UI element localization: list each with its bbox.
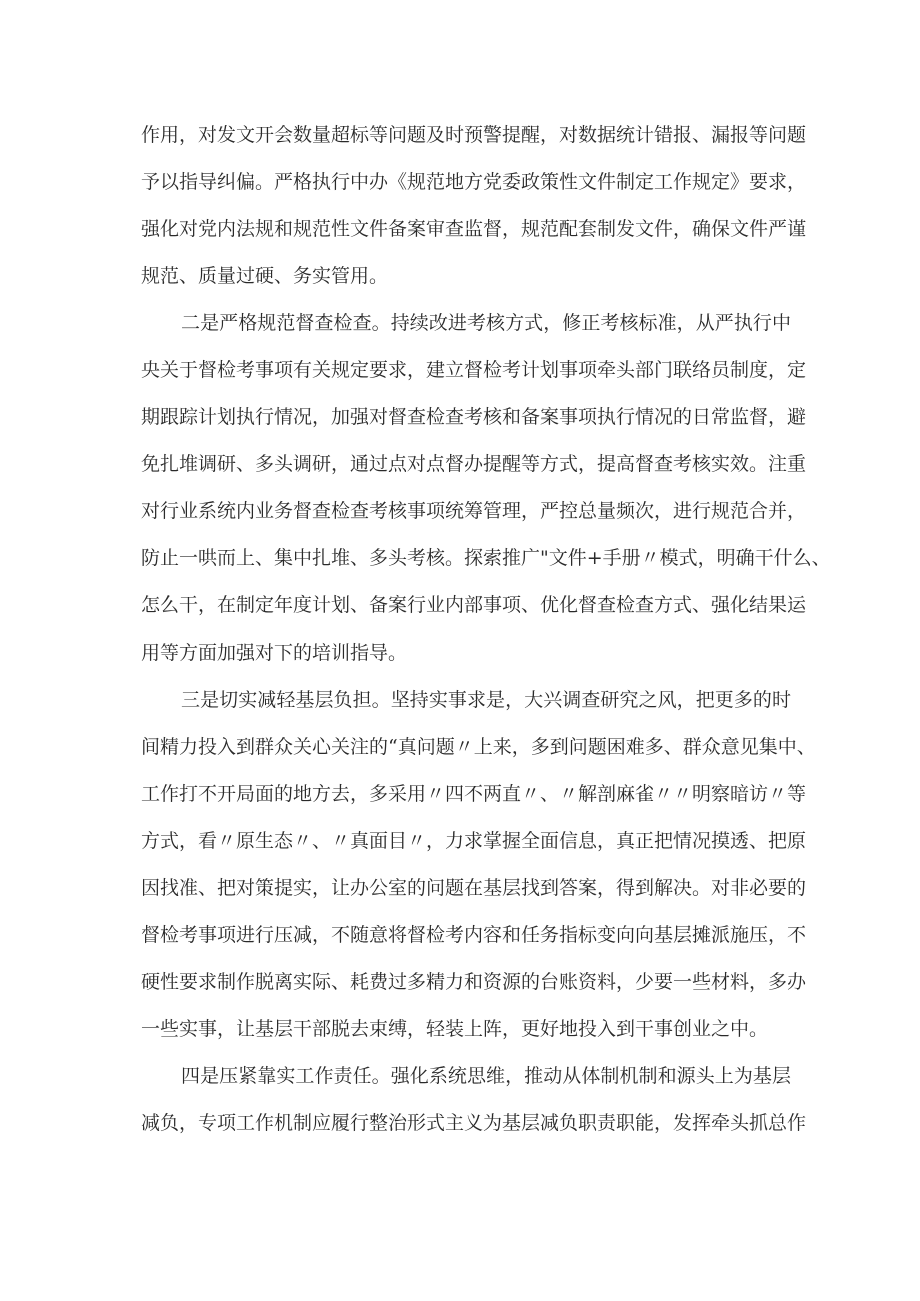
text-line: 工作打不开局面的地方去，多采用〃四不两直〃、〃解剖麻雀〃〃明察暗访〃等: [141, 782, 807, 805]
text-line: 四是压紧靠实工作责任。强化系统思维，推动从体制机制和源头上为基层: [181, 1064, 791, 1087]
text-line: 规范、质量过硬、务实管用。: [141, 265, 389, 288]
text-line: 因找准、把对策提实，让办公室的问题在基层找到答案，得到解决。对非必要的: [141, 876, 807, 899]
paragraph-2: [141, 300, 831, 676]
text-line: 二是严格规范督查检查。持续改进考核方式，修正考核标准，从严执行中: [181, 312, 791, 335]
text-line: 免扎堆调研、多头调研，通过点对点督办提醒等方式，提高督查考核实效。注重: [141, 453, 807, 476]
text-line: 用等方面加强对下的培训指导。: [141, 641, 408, 664]
text-line: 减负，专项工作机制应履行整治形式主义为基层减负职责职能，发挥牵头抓总作: [141, 1111, 807, 1134]
text-line: 防止一哄而上、集中扎堆、多头考核。探索推广"文件+手册〃模式，明确干什么、: [141, 547, 831, 570]
paragraph-1: [141, 112, 807, 300]
text-line: 央关于督检考事项有关规定要求，建立督检考计划事项牵头部门联络员制度，定: [141, 359, 807, 382]
text-line: 怎么干，在制定年度计划、备案行业内部事项、优化督查检查方式、强化结果运: [141, 594, 807, 617]
text-line: 硬性要求制作脱离实际、耗费过多精力和资源的台账资料，少要一些材料，多办: [141, 970, 807, 993]
paragraph-3: [141, 677, 816, 1053]
text-line: 对行业系统内业务督查检查考核事项统筹管理，严控总量频次，进行规范合并，: [141, 500, 807, 523]
text-line: 间精力投入到群众关心关注的“真问题〃上来，多到问题困难多、群众意见集中、: [141, 735, 816, 758]
text-line: 予以指导纠偏。严格执行中办《规范地方党委政策性文件制定工作规定》要求，: [141, 171, 807, 194]
paragraph-4: [141, 1053, 807, 1147]
text-line: 督检考事项进行压减，不随意将督检考内容和任务指标变向向基层摊派施压，不: [141, 923, 807, 946]
text-line: 一些实事，让基层干部脱去束缚，轻装上阵，更好地投入到干事创业之中。: [141, 1017, 769, 1040]
text-line: 强化对党内法规和规范性文件备案审查监督，规范配套制发文件，确保文件严谨: [141, 218, 807, 241]
text-line: 三是切实减轻基层负担。坚持实事求是，大兴调查研究之风，把更多的时: [181, 688, 791, 711]
text-line: 方式，看〃原生态〃、〃真面目〃，力求掌握全面信息，真正把情况摸透、把原: [141, 829, 807, 852]
text-line: 作用，对发文开会数量超标等问题及时预警提醒，对数据统计错报、漏报等问题: [141, 124, 807, 146]
document-body: [141, 112, 831, 1147]
text-line: 期跟踪计划执行情况，加强对督查检查考核和备案事项执行情况的日常监督，避: [141, 406, 807, 429]
